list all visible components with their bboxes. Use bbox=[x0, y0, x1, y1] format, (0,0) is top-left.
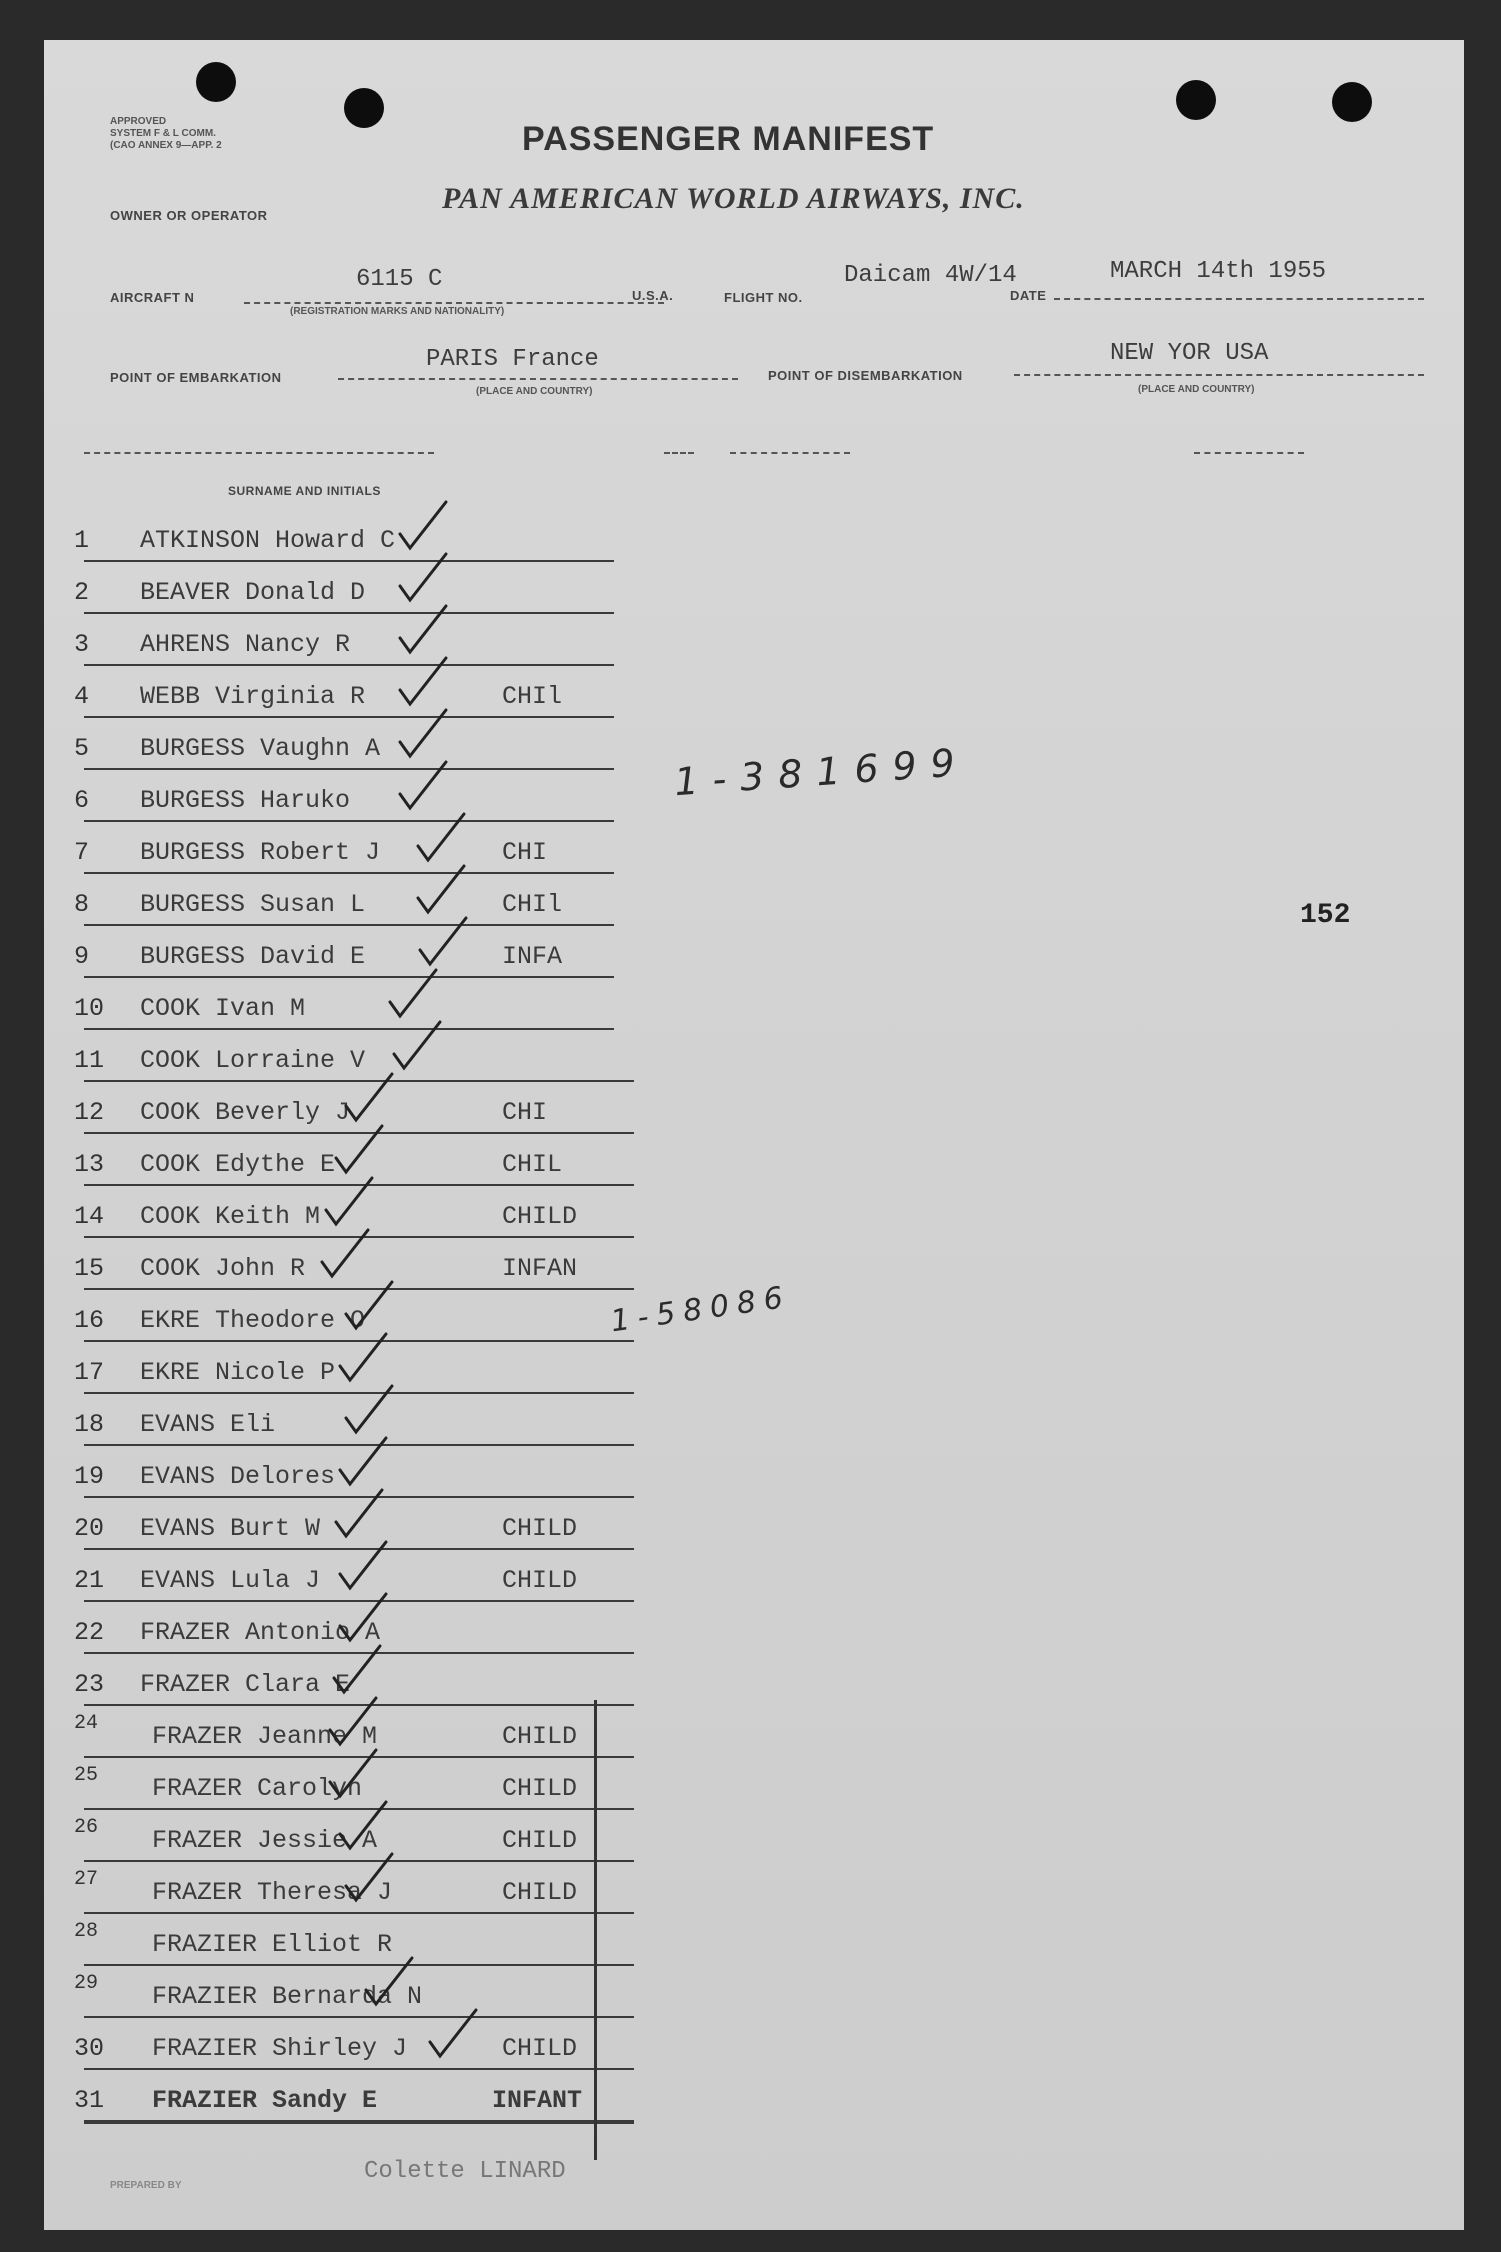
row-rule bbox=[84, 820, 614, 822]
passenger-status: CHILD bbox=[502, 1202, 578, 1231]
passenger-number: 29 bbox=[74, 1972, 99, 1995]
checkmark-icon bbox=[394, 496, 454, 556]
passenger-number: 18 bbox=[74, 1410, 105, 1439]
row-rule bbox=[84, 664, 614, 666]
passenger-name: FRAZER Jeanne M bbox=[152, 1722, 378, 1751]
header-rule bbox=[664, 452, 694, 454]
approval-line: SYSTEM F & L COMM. bbox=[110, 128, 216, 139]
row-rule bbox=[84, 2068, 634, 2070]
row-rule bbox=[84, 924, 614, 926]
passenger-number: 5 bbox=[74, 734, 90, 763]
checkmark-icon bbox=[340, 1848, 400, 1908]
manifest-page bbox=[44, 40, 1464, 2230]
passenger-name: FRAZER Jessie A bbox=[152, 1826, 378, 1855]
row-rule bbox=[84, 768, 614, 770]
passenger-number: 3 bbox=[74, 630, 90, 659]
row-rule bbox=[84, 1028, 614, 1030]
passenger-number: 7 bbox=[74, 838, 90, 867]
checkmark-icon bbox=[324, 1692, 384, 1752]
passenger-number: 9 bbox=[74, 942, 90, 971]
passenger-name: AHRENS Nancy R bbox=[140, 630, 351, 659]
passenger-number: 14 bbox=[74, 1202, 105, 1231]
passenger-name: BURGESS Vaughn A bbox=[140, 734, 381, 763]
punch-hole bbox=[1176, 80, 1216, 120]
checkmark-icon bbox=[330, 1484, 390, 1544]
row-rule bbox=[84, 2120, 634, 2124]
approval-stamp bbox=[110, 116, 222, 152]
passenger-name: BURGESS Robert J bbox=[140, 838, 381, 867]
passenger-status: CHILD bbox=[502, 2034, 578, 2063]
passenger-number: 15 bbox=[74, 1254, 105, 1283]
registration-caption: (REGISTRATION MARKS AND NATIONALITY) bbox=[290, 306, 505, 317]
checkmark-icon bbox=[394, 548, 454, 608]
checkmark-icon bbox=[424, 2004, 484, 2064]
checkmark-icon bbox=[334, 1588, 394, 1648]
prepared-label: PREPARED BY bbox=[110, 2180, 182, 2191]
approval-line: (CAO ANNEX 9—APP. 2 bbox=[110, 140, 222, 151]
checkmark-icon bbox=[412, 808, 472, 868]
passenger-status: CHIL bbox=[502, 1150, 563, 1179]
checkmark-icon bbox=[334, 1536, 394, 1596]
checkmark-icon bbox=[340, 1068, 400, 1128]
family-bracket bbox=[594, 1700, 597, 2160]
checkmark-icon bbox=[412, 860, 472, 920]
disembark-line bbox=[1014, 374, 1424, 376]
passenger-name: BURGESS Susan L bbox=[140, 890, 366, 919]
ticket-number-annotation: 1-381699 bbox=[672, 739, 971, 805]
passenger-name: EKRE Nicole P bbox=[140, 1358, 336, 1387]
row-rule bbox=[84, 612, 614, 614]
passenger-name: BEAVER Donald D bbox=[140, 578, 366, 607]
passenger-number: 12 bbox=[74, 1098, 105, 1127]
owner-label: OWNER OR OPERATOR bbox=[110, 208, 268, 223]
passenger-status: CHILD bbox=[502, 1878, 578, 1907]
checkmark-icon bbox=[388, 1016, 448, 1076]
passenger-name: COOK Lorraine V bbox=[140, 1046, 366, 1075]
row-rule bbox=[84, 976, 614, 978]
passenger-status: INFANT bbox=[492, 2086, 583, 2115]
punch-hole bbox=[344, 88, 384, 128]
passenger-status: CHILD bbox=[502, 1774, 578, 1803]
checkmark-icon bbox=[330, 1120, 390, 1180]
checkmark-icon bbox=[360, 1952, 420, 2012]
passenger-name: WEBB Virginia R bbox=[140, 682, 366, 711]
passenger-name: FRAZER Carolyn bbox=[152, 1774, 363, 1803]
disembark-label: POINT OF DISEMBARKATION bbox=[768, 368, 963, 383]
passenger-name: COOK John R bbox=[140, 1254, 306, 1283]
passenger-name: FRAZER Antonio A bbox=[140, 1618, 381, 1647]
passenger-number: 27 bbox=[74, 1868, 99, 1891]
checkmark-icon bbox=[334, 1796, 394, 1856]
passenger-number: 17 bbox=[74, 1358, 105, 1387]
passenger-status: CHI bbox=[502, 1098, 548, 1127]
passenger-status: CHILD bbox=[502, 1826, 578, 1855]
header-rule bbox=[84, 452, 434, 454]
row-rule bbox=[84, 1964, 634, 1966]
embark-line bbox=[338, 378, 738, 380]
passenger-number: 24 bbox=[74, 1712, 99, 1735]
passenger-name: FRAZIER Shirley J bbox=[152, 2034, 408, 2063]
passenger-number: 2 bbox=[74, 578, 90, 607]
passenger-status: CHIl bbox=[502, 890, 563, 919]
ticket-number-annotation: 1-58086 bbox=[608, 1279, 793, 1340]
checkmark-icon bbox=[414, 912, 474, 972]
passenger-name: COOK Keith M bbox=[140, 1202, 321, 1231]
company-name: PAN AMERICAN WORLD AIRWAYS, INC. bbox=[442, 182, 1025, 215]
passenger-status: CHILD bbox=[502, 1566, 578, 1595]
passenger-name: FRAZIER Elliot R bbox=[152, 1930, 393, 1959]
row-rule bbox=[84, 1912, 634, 1914]
checkmark-icon bbox=[340, 1380, 400, 1440]
passenger-status: INFA bbox=[502, 942, 563, 971]
page-number: 152 bbox=[1300, 900, 1351, 931]
header-rule bbox=[1194, 452, 1304, 454]
embark-label: POINT OF EMBARKATION bbox=[110, 370, 282, 385]
checkmark-icon bbox=[316, 1224, 376, 1284]
disembark-caption: (PLACE AND COUNTRY) bbox=[1138, 384, 1255, 395]
disembark-value: NEW YOR USA bbox=[1110, 340, 1269, 367]
punch-hole bbox=[196, 62, 236, 102]
passenger-name: EVANS Lula J bbox=[140, 1566, 321, 1595]
passenger-number: 21 bbox=[74, 1566, 105, 1595]
passenger-number: 8 bbox=[74, 890, 90, 919]
passenger-number: 10 bbox=[74, 994, 105, 1023]
passenger-number: 4 bbox=[74, 682, 90, 711]
passenger-number: 1 bbox=[74, 526, 90, 555]
passenger-name: EVANS Delores bbox=[140, 1462, 336, 1491]
page-title: PASSENGER MANIFEST bbox=[522, 120, 935, 158]
checkmark-icon bbox=[394, 756, 454, 816]
aircraft-label: AIRCRAFT N bbox=[110, 290, 195, 305]
checkmark-icon bbox=[340, 1276, 400, 1336]
approval-line: APPROVED bbox=[110, 116, 167, 127]
passenger-number: 26 bbox=[74, 1816, 99, 1839]
row-rule bbox=[84, 560, 614, 562]
passenger-name: EVANS Burt W bbox=[140, 1514, 321, 1543]
column-header: SURNAME AND INITIALS bbox=[228, 484, 381, 498]
passenger-number: 16 bbox=[74, 1306, 105, 1335]
prepared-by: Colette LINARD bbox=[364, 2158, 566, 2185]
row-rule bbox=[84, 2016, 634, 2018]
checkmark-icon bbox=[324, 1744, 384, 1804]
passenger-name: BURGESS Haruko bbox=[140, 786, 351, 815]
passenger-number: 13 bbox=[74, 1150, 105, 1179]
passenger-status: CHI bbox=[502, 838, 548, 867]
checkmark-icon bbox=[320, 1172, 380, 1232]
passenger-number: 11 bbox=[74, 1046, 105, 1075]
checkmark-icon bbox=[334, 1432, 394, 1492]
passenger-number: 20 bbox=[74, 1514, 105, 1543]
checkmark-icon bbox=[394, 704, 454, 764]
passenger-name: FRAZIER Bernarda N bbox=[152, 1982, 423, 2011]
row-rule bbox=[84, 872, 614, 874]
passenger-name: BURGESS David E bbox=[140, 942, 366, 971]
aircraft-value: 6115 C bbox=[356, 266, 443, 293]
passenger-name: FRAZIER Sandy E bbox=[152, 2086, 378, 2115]
embark-caption: (PLACE AND COUNTRY) bbox=[476, 386, 593, 397]
passenger-name: FRAZER Clara E bbox=[140, 1670, 351, 1699]
passenger-status: CHILD bbox=[502, 1722, 578, 1751]
checkmark-icon bbox=[394, 652, 454, 712]
checkmark-icon bbox=[334, 1328, 394, 1388]
row-rule bbox=[84, 716, 614, 718]
date-label: DATE bbox=[1010, 288, 1047, 303]
passenger-name: FRAZER Theresa J bbox=[152, 1878, 393, 1907]
passenger-name: EKRE Theodore O bbox=[140, 1306, 366, 1335]
passenger-status: INFAN bbox=[502, 1254, 578, 1283]
punch-hole bbox=[1332, 82, 1372, 122]
date-line bbox=[1054, 298, 1424, 300]
checkmark-icon bbox=[384, 964, 444, 1024]
passenger-number: 6 bbox=[74, 786, 90, 815]
usa-label: U.S.A. bbox=[632, 288, 674, 303]
embark-value: PARIS France bbox=[426, 346, 599, 373]
passenger-number: 30 bbox=[74, 2034, 105, 2063]
flight-value: Daicam 4W/14 bbox=[844, 262, 1017, 289]
passenger-status: CHIl bbox=[502, 682, 563, 711]
passenger-number: 25 bbox=[74, 1764, 99, 1787]
passenger-name: COOK Edythe E bbox=[140, 1150, 336, 1179]
passenger-number: 19 bbox=[74, 1462, 105, 1491]
checkmark-icon bbox=[394, 600, 454, 660]
passenger-name: EVANS Eli bbox=[140, 1410, 276, 1439]
aircraft-line bbox=[244, 302, 664, 304]
passenger-name: ATKINSON Howard C bbox=[140, 526, 396, 555]
checkmark-icon bbox=[328, 1640, 388, 1700]
passenger-number: 28 bbox=[74, 1920, 99, 1943]
header-rule bbox=[730, 452, 850, 454]
passenger-status: CHILD bbox=[502, 1514, 578, 1543]
flight-label: FLIGHT NO. bbox=[724, 290, 803, 305]
passenger-name: COOK Ivan M bbox=[140, 994, 306, 1023]
passenger-number: 23 bbox=[74, 1670, 105, 1699]
passenger-name: COOK Beverly J bbox=[140, 1098, 351, 1127]
passenger-number: 31 bbox=[74, 2086, 105, 2115]
passenger-number: 22 bbox=[74, 1618, 105, 1647]
date-value: MARCH 14th 1955 bbox=[1110, 258, 1327, 285]
